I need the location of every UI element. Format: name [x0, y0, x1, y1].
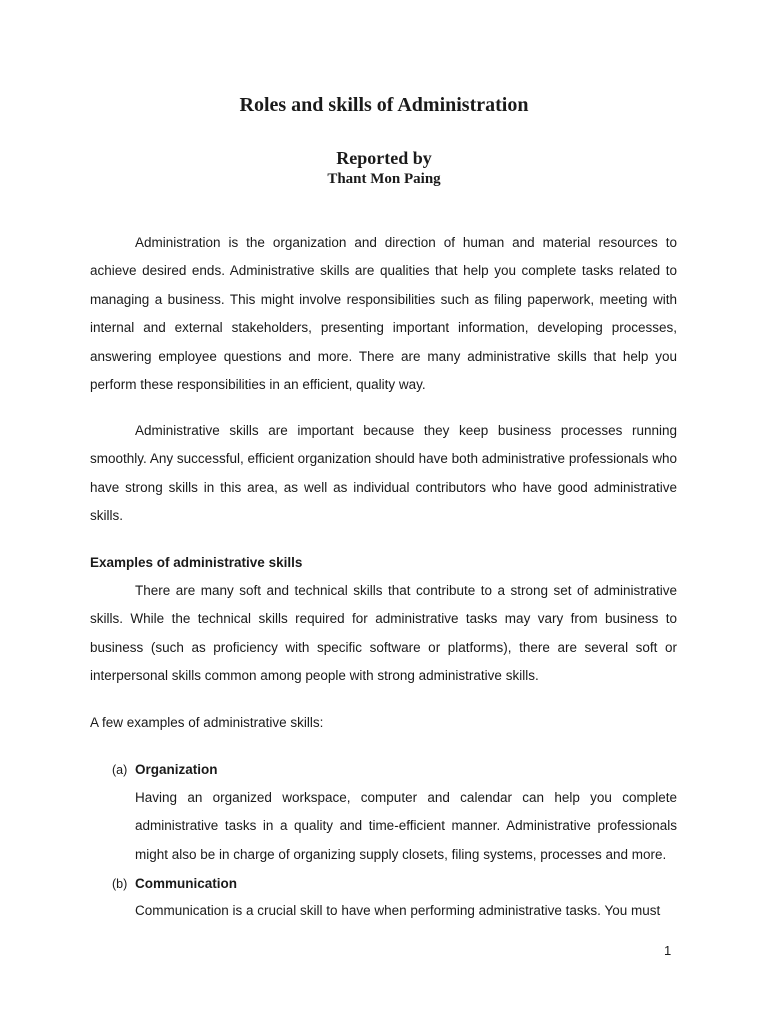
document-title: Roles and skills of Administration [239, 94, 529, 116]
list-item-title: Communication [135, 876, 238, 891]
list-item-body: Having an organized workspace, computer and calendar can help you complete administrative tasks in a quality and time-efficient manner. Administrative professionals might also be in charge of organizing supply closets, filing systems, processes and more. [135, 790, 677, 862]
section-heading: Examples of administrative skills [90, 555, 303, 570]
page-number: 1 [664, 943, 672, 958]
list-item-marker: (a) [112, 763, 128, 777]
author-name: Thant Mon Paing [327, 171, 441, 187]
reported-by-label: Reported by [336, 148, 432, 168]
paragraph-examples: There are many soft and technical skills that contribute to a strong set of administrative skills. While the technical skills required for administrative tasks may vary from business to business (such as proficiency with specific software or platforms), there are several soft or interpersonal skills common among people with strong administrative skills. [90, 583, 677, 684]
paragraph-importance: Administrative skills are important because they keep business processes running smoothly. Any successful, efficient organization should have both administrative professionals who have strong skills in this area, as well as individual contributors who have good administrative skills. [90, 423, 677, 524]
list-item-marker: (b) [112, 877, 128, 891]
list-item-body: Communication is a crucial skill to have when performing administrative tasks. You must [135, 903, 661, 918]
paragraph-intro: Administration is the organization and direction of human and material resources to achieve desired ends. Administrative skills are qualities that help you complete tasks related to managing a business. This might involve responsibilities such as filing paperwork, meeting with internal and external stakeholders, presenting important information, developing processes, answering employee questions and more. There are many administrative skills that help you perform these responsibilities in an efficient, quality way. [90, 235, 677, 393]
list-item-title: Organization [135, 762, 218, 777]
examples-intro: A few examples of administrative skills: [90, 715, 324, 730]
